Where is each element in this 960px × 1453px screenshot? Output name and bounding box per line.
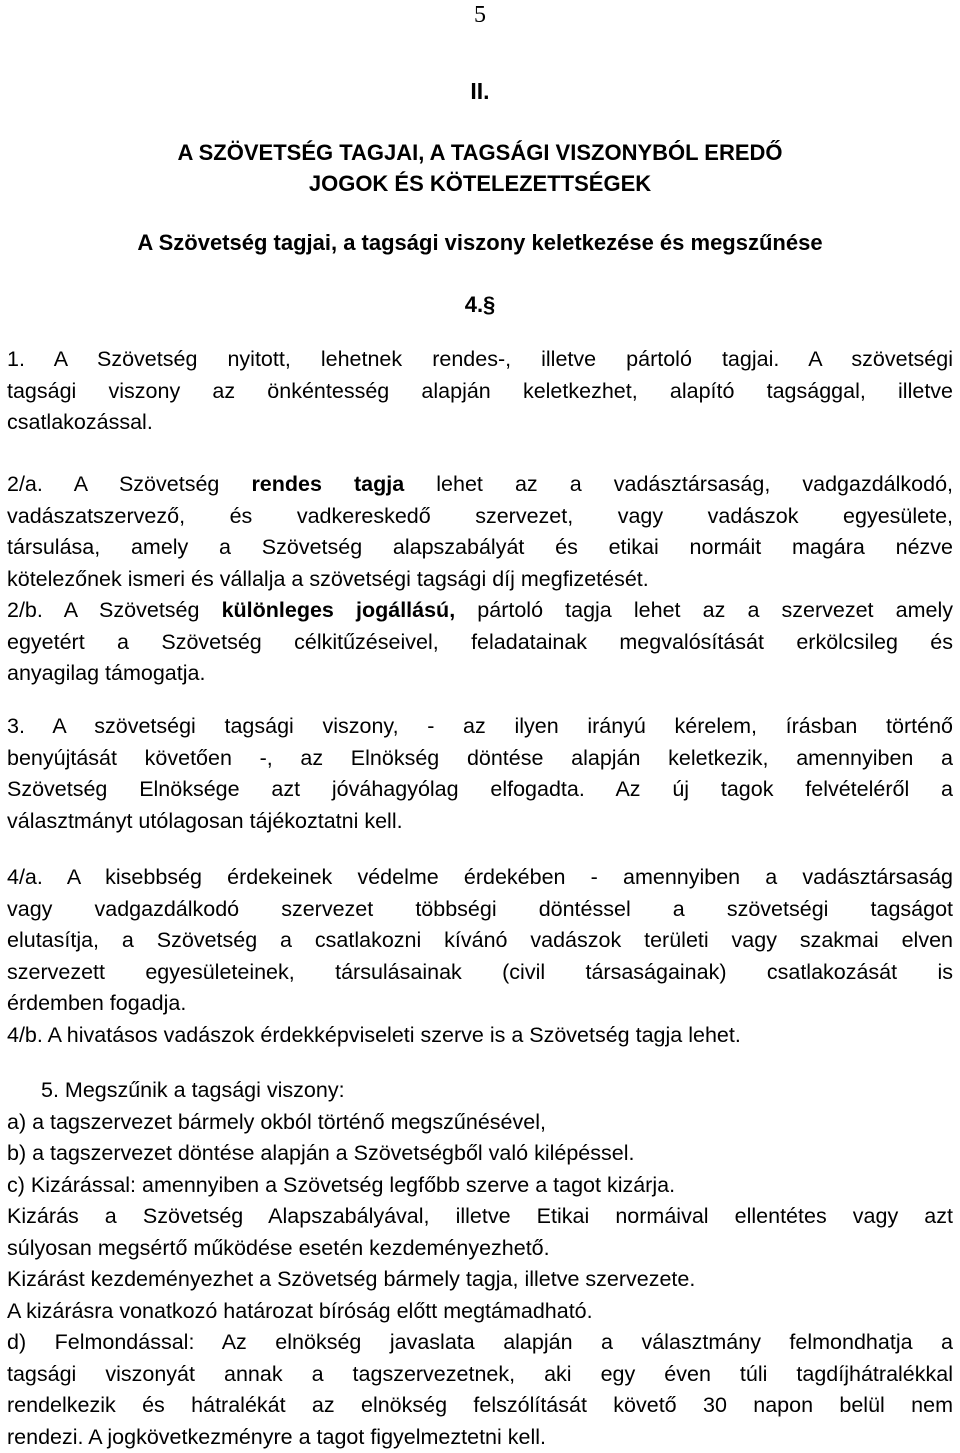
- point-5-line: rendezi. A jogkövetkezményre a tagot figyelmeztetni kell.: [7, 1422, 953, 1453]
- point-4a-line: elutasítja, a Szövetség a csatlakozni kívánó vadászok területi vagy szakmai elven: [7, 925, 953, 957]
- point-3-line: Szövetség Elnöksége azt jóváhagyólag elfogadta. Az új tagok felvételéről a: [7, 774, 953, 806]
- point-5-line: c) Kizárással: amennyiben a Szövetség legfőbb szerve a tagot kizárja.: [7, 1170, 953, 1202]
- point-2a-line: vadászatszervező, és vadkereskedő szervezet, vagy vadászok egyesülete,: [7, 501, 953, 533]
- point-4b-line: 4/b. A hivatásos vadászok érdekképviseleti szerve is a Szövetség tagja lehet.: [7, 1020, 953, 1052]
- point-5-line: b) a tagszervezet döntése alapján a Szövetségből való kilépéssel.: [7, 1138, 953, 1170]
- point-5-line: Kizárás a Szövetség Alapszabályával, illetve Etikai normáival ellentétes vagy azt: [7, 1201, 953, 1233]
- point-4a-line: szervezett egyesületeinek, társulásainak (civil társaságainak) csatlakozását is: [7, 957, 953, 989]
- point-5: [7, 1075, 953, 1453]
- point-1-line: csatlakozással.: [7, 407, 953, 439]
- point-5-line: d) Felmondással: Az elnökség javaslata alapján a választmány felmondhatja a: [7, 1327, 953, 1359]
- point-3-line: 3. A szövetségi tagsági viszony, - az ilyen irányú kérelem, írásban történő: [7, 711, 953, 743]
- chapter-title-line-1: A SZÖVETSÉG TAGJAI, A TAGSÁGI VISZONYBÓL EREDŐ: [0, 137, 960, 168]
- rendes-tagja-bold: rendes tagja: [251, 472, 404, 496]
- point-5-line: súlyosan megsértő működése esetén kezdeményezhető.: [7, 1233, 953, 1265]
- point-2a-line: társulása, amely a Szövetség alapszabályát és etikai normáit magára nézve: [7, 532, 953, 564]
- point-2: [7, 469, 953, 690]
- point-4a-line: vagy vadgazdálkodó szervezet többségi döntéssel a szövetségi tagságot: [7, 894, 953, 926]
- point-2b-line: egyetért a Szövetség célkitűzéseivel, feladatainak megvalósítását erkölcsileg és: [7, 627, 953, 659]
- chapter-title-line-2: JOGOK ÉS KÖTELEZETTSÉGEK: [0, 168, 960, 199]
- page-number: 5: [0, 0, 960, 30]
- point-1: [7, 344, 953, 439]
- point-3-line: választmányt utólagosan tájékoztatni kell.: [7, 806, 953, 838]
- point-2a-line: 2/a. A Szövetség rendes tagja lehet az a vadásztársaság, vadgazdálkodó,: [7, 469, 953, 501]
- point-4a-line: érdemben fogadja.: [7, 988, 953, 1020]
- point-2a-line: kötelezőnek ismeri és vállalja a szövetségi tagsági díj megfizetését.: [7, 564, 953, 596]
- kulonleges-jogallasu-bold: különleges jogállású,: [222, 598, 456, 622]
- point-5-line: A kizárásra vonatkozó határozat bíróság előtt megtámadható.: [7, 1296, 953, 1328]
- paragraph-mark: 4.§: [0, 289, 960, 320]
- point-4a-line: 4/a. A kisebbség érdekeinek védelme érdekében - amennyiben a vadásztársaság: [7, 862, 953, 894]
- point-5-line: rendelkezik és hátralékát az elnökség felszólítását követő 30 napon belül nem: [7, 1390, 953, 1422]
- point-5-heading: 5. Megszűnik a tagsági viszony:: [7, 1075, 953, 1107]
- point-2b-line: 2/b. A Szövetség különleges jogállású, pártoló tagja lehet az a szervezet amely: [7, 595, 953, 627]
- point-1-line: tagsági viszony az önkéntesség alapján keletkezhet, alapító tagsággal, illetve: [7, 376, 953, 408]
- point-2b-line: anyagilag támogatja.: [7, 658, 953, 690]
- point-5-line: tagsági viszonyát annak a tagszervezetnek, aki egy éven túli tagdíjhátralékkal: [7, 1359, 953, 1391]
- point-5-line: a) a tagszervezet bármely okból történő megszűnésével,: [7, 1107, 953, 1139]
- chapter-number: II.: [0, 76, 960, 106]
- point-3: [7, 711, 953, 837]
- section-title: A Szövetség tagjai, a tagsági viszony keletkezése és megszűnése: [0, 227, 960, 258]
- point-1-line: 1. A Szövetség nyitott, lehetnek rendes-, illetve pártoló tagjai. A szövetségi: [7, 344, 953, 376]
- point-4: [7, 862, 953, 1051]
- point-3-line: benyújtását követően -, az Elnökség döntése alapján keletkezik, amennyiben a: [7, 743, 953, 775]
- point-5-line: Kizárást kezdeményezhet a Szövetség bármely tagja, illetve szervezete.: [7, 1264, 953, 1296]
